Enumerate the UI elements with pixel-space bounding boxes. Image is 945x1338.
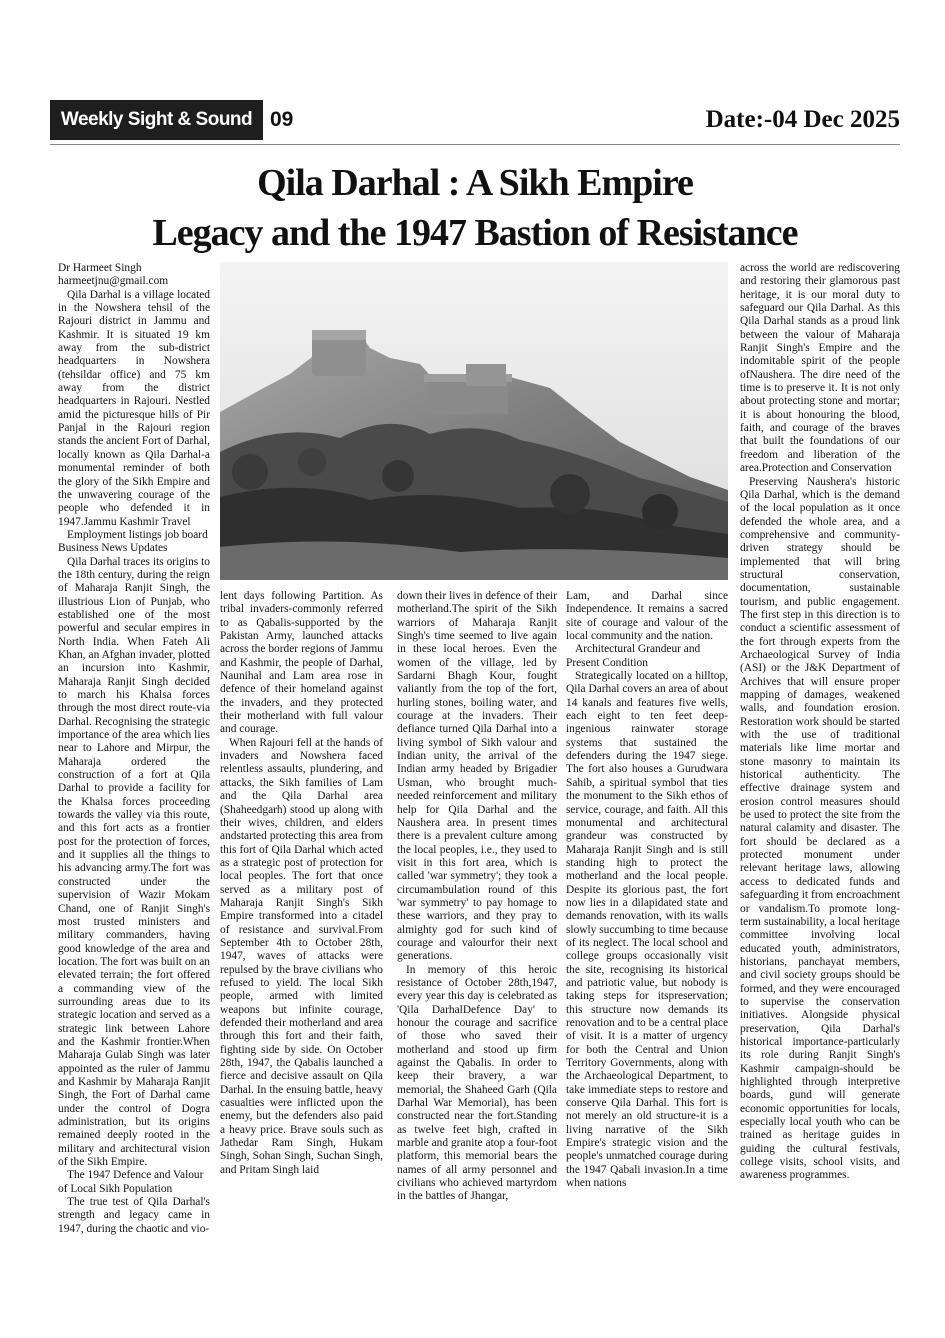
author-email: harmeetjnu@gmail.com: [58, 275, 169, 288]
fort-photo-illustration: [220, 262, 728, 580]
section-heading: The 1947 Defence and Valour of Local Sikh Population: [58, 1169, 204, 1195]
article-headline: [50, 158, 900, 258]
paragraph: down their lives in defence of their motherland.The spirit of the Sikh warriors of Maharaja Ranjit Singh's time seemed to live again in these local heroes. Even the women of the village, led by Sardarni Bhagh Kour, fought valiantly from the top of the fort, hurling stones, boiling water, and courage at the invaders. Their defiance turned Qila Darhal into a living symbol of Sikh valour and Indian unity, the arrival of the Indian army headed by Brigadier Usman, who brought much-needed reinforcement and military help for Qila Darhal and the Naushera area. In present times there is a prevalent culture among the local peoples, i.e., they used to visit in this fort area, which is called 'war symmetry'; they took a circumambulation round of this 'war symmetry' to pay homage to these warriors, and they pray to almighty god for such kind of courage and valourfor their next generations.: [397, 590, 557, 963]
author-name: Dr Harmeet Singh: [58, 262, 142, 274]
page-number: 09: [270, 108, 294, 131]
column-2: [220, 590, 383, 1177]
column-1: [58, 262, 210, 1236]
paragraph: across the world are rediscovering and restoring their glamorous past heritage, it is our moral duty to safeguard our Qila Darhal. As this Qila Darhal stands as a proud link between the valour of Maharaja Ranjit Singh's Empire and the indomitable spirit of the people ofNaushera. The dire need of the time is to preserve it. It is not only about protecting stone and mortar; it is about honouring the blood, faith, and courage of the braves that built the foundations of our freedom and liberation of the area.Protection and Conservation: [740, 262, 900, 475]
paragraph: The true test of Qila Darhal's strength and legacy came in 1947, during the chaotic and vio-: [58, 1196, 210, 1235]
headline-line-2: Legacy and the 1947 Bastion of Resistance: [152, 212, 798, 254]
issue-date: Date:-04 Dec 2025: [705, 106, 900, 133]
paragraph: When Rajouri fell at the hands of invaders and Nowshera faced relentless assaults, plundering, and attacks, the Sikh families of Lam and the Qila Darhal area (Shaheedgarh) stood up along with their wives, children, and elders andstarted protecting this area from this fort of Qila Darhal which acted as a strategic post of protection for local peoples. The fort that once served as a military post of Maharaja Ranjit Singh's Sikh Empire transformed into a citadel of resistance and survival.From September 4th to October 28th, 1947, waves of attacks were repulsed by the brave civilians who refused to yield. The local Sikh people, armed with limited weapons but infinite courage, defended their motherland and area through this fort and their faith, fighting side by side. On October 28th, 1947, the Qabalis launched a fierce and decisive assault on Qila Darhal. In the ensuing battle, heavy casualties were inflicted upon the enemy, but the defenders also paid a heavy price. Brave souls such as Jathedar Ram Singh, Hukam Singh, Sohan Singh, Suchan Singh, and Pritam Singh laid: [220, 736, 383, 1176]
column-3: [397, 590, 557, 1204]
paragraph: Lam, and Darhal since Independence. It remains a sacred site of courage and valour of the local community and the nation.: [566, 590, 728, 643]
headline-line-1: Qila Darhal : A Sikh Empire: [257, 162, 693, 204]
paragraph: In memory of this heroic resistance of October 28th,1947, every year this day is celebrated as 'Qila DarhalDefence Day' to honour the courage and sacrifice of those who saved their motherland and stood up firm against the Qabalis. In order to keep their bravery, a war memorial, the Shaheed Garh (Qila Darhal War Memorial), has been constructed near the fort.Standing as twelve feet high, crafted in marble and granite atop a four-foot platform, this memorial bears the names of all army personnel and civilians who achieved martyrdom in the battles of Jhangar,: [397, 963, 557, 1203]
masthead: [50, 100, 900, 140]
fort-photo: [220, 262, 728, 580]
column-4: [566, 590, 728, 1190]
paragraph: lent days following Partition. As tribal invaders-commonly referred to as Qabalis-supported by the Pakistan Army, launched attacks across the border regions of Jammu and Kashmir, the people of Darhal, Naunihal and Lam area rose in defence of their homeland against the invaders, and they protected their motherland with full valour and courage.: [220, 590, 383, 736]
section-heading: Architectural Grandeur and Present Condition: [566, 643, 701, 669]
paragraph: Employment listings job board Business News Updates: [58, 528, 208, 555]
paragraph: Strategically located on a hilltop, Qila Darhal covers an area of about 14 kanals and features five wells, each eight to ten feet deep-ingenious rainwater storage systems that sustained the defenders during the 1947 siege. The fort also houses a Gurudwara Sahib, a spiritual symbol that ties the monument to the Sikh ethos of service, courage, and faith. All this monumental and architectural grandeur was constructed by Maharaja Ranjit Singh and is still standing high to protect the motherland and the local people. Despite its glorious past, the fort now lies in a dilapidated state and demands renovation, with its walls slowly succumbing to time because of its neglect. The local school and college groups occasionally visit the site, recognising its historical and patriotic value, but nobody is taking steps for itspreservation; this structure now demands its renovation and to be a central place of visit. It is a matter of urgency for both the Central and Union Territory Governments, along with the Archaeological Department, to take immediate steps to restore and conserve Qila Darhal. This fort is not merely an old structure-it is a living narrative of the Sikh Empire's strategic vision and the people's unmatched courage during the 1947 Qabali invasion.In a time when nations: [566, 670, 728, 1190]
paragraph: Preserving Naushera's historic Qila Darhal, which is the demand of the local population as it once defended the whole area, and a comprehensive and community-driven strategy should be implemented that will bring structural conservation, documentation, sustainable tourism, and public engagement. The first step in this direction is to conduct a scientific assessment of the fort through experts from the Archaeological Survey of India (ASI) or the J&K Department of Archives that will ensure proper mapping of damages, weakened walls, and foundation erosion. Restoration work should be started with the use of traditional materials like lime mortar and stone masonry to maintain its historical authenticity. The effective drainage system and erosion control measures should be used to protect the site from the natural calamity and disaster. The fort should be declared as a protected monument under relevant heritage laws, allowing access to dedicated funds and safeguarding it from encroachment or vandalism.To promote long-term sustainability, a local heritage committee involving local educated youth, administrators, historians, panchayat members, and civil society groups should be formed, and they were encouraged to supervise the conservation initiatives. Alongside physical preservation, Qila Darhal's historical importance-particularly its role during Ranjit Singh's Kashmir campaign-should be highlighted through interpretive boards, gund will generate economic opportunities for locals, especially local youth who can be trained as heritage guides in guiding the cultural festivals, college visits, school visits, and awareness programmes.: [740, 475, 900, 1182]
publication-name: Weekly Sight & Sound: [50, 100, 263, 140]
paragraph: Qila Darhal traces its origins to the 18th century, during the reign of Maharaja Ranjit Singh, the illustrious Lion of Punjab, who established one of the most powerful and secular empires in North India. When Fateh Ali Khan, an Afghan invader, plotted an incursion into Kashmir, Maharaja Ranjit Singh decided to march his Khalsa forces through the most direct route-via Darhal. Recognising the strategic importance of the area which lies near to Lahore and Mirpur, the Maharaja ordered the construction of a fort at Qila Darhal to provide a facility for the Khalsa forces proceeding towards the valley via this route, and this fort acts as a frontier post for the protection of forces, and it supplies all the things to his advancing army.The fort was constructed under the supervision of Wazir Mokam Chand, one of Ranjit Singh's most trusted ministers and military commanders, having good knowledge of the area and location. The fort was built on an elevated terrain; the fort offered a commanding view of the surrounding areas due to its strategic location and served as a strategic link between Lahore and the Kashmir frontier.When Maharaja Gulab Singh was later appointed as the ruler of Jammu and Kashmir by Maharaja Ranjit Singh, the Fort of Darhal came under the control of Dogra administration, but its origins remained deeply rooted in the military and architectural vision of the Sikh Empire.: [58, 555, 210, 1169]
paragraph: Qila Darhal is a village located in the Nowshera tehsil of the Rajouri district in Jammu and Kashmir. It is situated 19 km away from the sub-district headquarters in Nowshera (tehsildar office) and 75 km away from the district headquarters in Rajouri. Nestled amid the picturesque hills of Pir Panjal in the Rajouri region stands the ancient Fort of Darhal, locally known as Qila Darhal-a monumental reminder of both the glory of the Sikh Empire and the unwavering courage of the people who defended it in 1947.Jammu Kashmir Travel: [58, 288, 210, 528]
header-rule: [50, 144, 900, 145]
column-5: [740, 262, 900, 1183]
